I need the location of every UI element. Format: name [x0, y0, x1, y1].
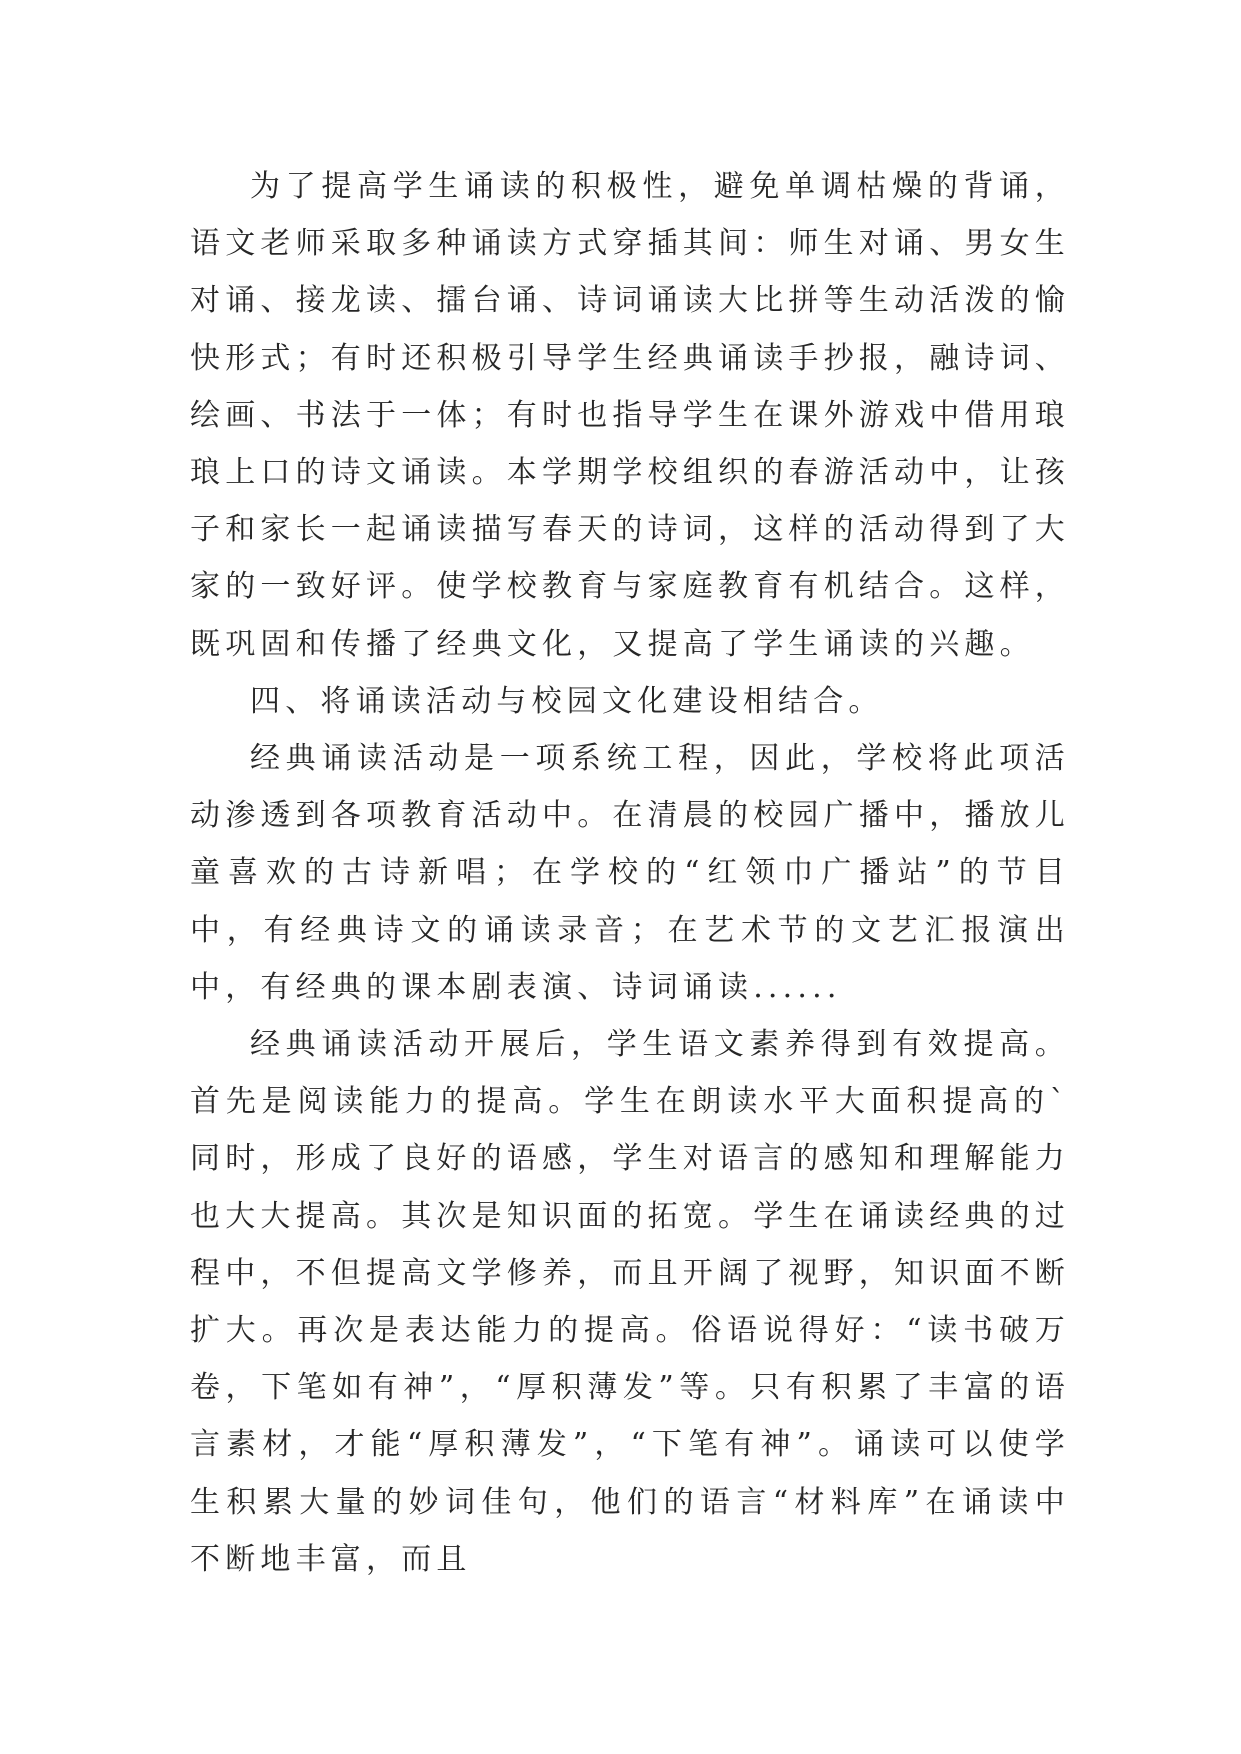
section-heading-campus-culture: 四、将诵读活动与校园文化建设相结合。 — [250, 683, 884, 719]
document-body — [190, 158, 1070, 1588]
paragraph-reading-methods: 为了提高学生诵读的积极性，避免单调枯燥的背诵，语文老师采取多种诵读方式穿插其间：师生对诵、男女生对诵、接龙读、擂台诵、诗词诵读大比拼等生动活泼的愉快形式；有时还积极引导学生经典诵读手抄报，融诗词、绘画、书法于一体；有时也指导学生在课外游戏中借用琅琅上口的诗文诵读。本学期学校组织的春游活动中，让孩子和家长一起诵读描写春天的诗词，这样的活动得到了大家的一致好评。使学校教育与家庭教育有机结合。这样，既巩固和传播了经典文化，又提高了学生诵读的兴趣。 — [190, 169, 1070, 662]
paragraph-literacy-improvement: 经典诵读活动开展后，学生语文素养得到有效提高。首先是阅读能力的提高。学生在朗读水平大面积提高的`同时，形成了良好的语感，学生对语言的感知和理解能力也大大提高。其次是知识面的拓宽。学生在诵读经典的过程中，不但提高文学修养，而且开阔了视野，知识面不断扩大。再次是表达能力的提高。俗语说得好：“读书破万卷，下笔如有神”，“厚积薄发”等。只有积累了丰富的语言素材，才能“厚积薄发”，“下笔有神”。诵读可以使学生积累大量的妙词佳句，他们的语言“材料库”在诵读中不断地丰富，而且 — [190, 1027, 1070, 1577]
paragraph-system-project: 经典诵读活动是一项系统工程，因此，学校将此项活动渗透到各项教育活动中。在清晨的校园广播中，播放儿童喜欢的古诗新唱；在学校的“红领巾广播站”的节目中，有经典诗文的诵读录音；在艺术节的文艺汇报演出中，有经典的课本剧表演、诗词诵读...... — [190, 741, 1070, 1005]
